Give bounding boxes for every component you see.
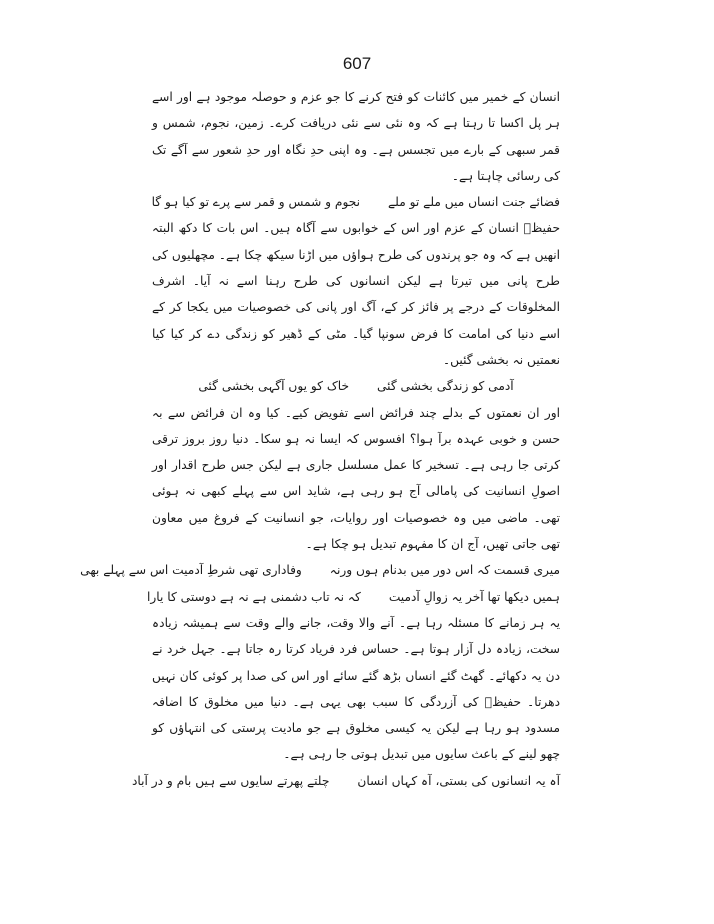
verse-5-line-2: چلتے پھرتے سایوں سے ہیں بام و در آباد [131,773,330,788]
verse-5 [131,768,560,794]
verse-2-line-1: آدمی کو زندگی بخشی گئی [377,379,514,394]
page-number: 607 [342,54,372,73]
verse-3-line-2: وفاداری تھی شرطِ آدمیت اس سے پہلے بھی [80,563,302,578]
verse-1 [152,189,560,215]
verse-2 [152,373,560,399]
paragraph-2: حفیظؔ انسان کے عزم اور اس کے خوابوں سے آگاہ ہیں۔ اس بات کا دکھ البتہ انھیں ہے کہ وہ جو پرندوں کی طرح ہواؤں میں اڑنا سیکھ چکا ہے۔ مچھلیوں کی طرح پانی میں تیرتا ہے لیکن انسانوں کی طرح رہنا اسے نہ آیا۔ اشرف المخلوقات کے درجے پر فائز کر کے، آگ اور پانی کی خصوصیات میں یکجا کر کے اسے دنیا کی امامت کا فرض سونپا گیا۔ مٹی کے ڈھیر کو زندگی دے کر کیا کیا نعمتیں نہ بخشی گئیں۔ [152,221,560,367]
verse-3-line-1: میری قسمت کہ اس دور میں بدنام ہوں ورنہ [329,563,560,578]
paragraph-3: اور ان نعمتوں کے بدلے چند فرائض اسے تفویض کیے۔ کیا وہ ان فرائض سے بہ حسن و خوبی عہدہ برآ ہوا؟ افسوس کہ ایسا نہ ہو سکا۔ دنیا روز بروز ترقی کرتی جا رہی ہے۔ تسخیر کا عمل مسلسل جاری ہے لیکن جس طرح اقدار اور اصولِ انسانیت کی پامالی آج ہو رہی ہے، شاید اس سے پہلے کبھی نہ ہوئی تھی۔ ماضی میں وہ خصوصیات اور روایات، جو انسانیت کے فروغ میں معاون تھی جاتی تھیں، آج ان کا مفہوم تبدیل ہو چکا ہے۔ [152,405,560,552]
verse-1-line-1: فضائے جنت انساں میں ملے تو ملے [388,195,560,210]
verse-3 [80,557,560,583]
verse-5-line-1: آہ یہ انسانوں کی بستی، آہ کہاں انسان [357,773,560,788]
verse-4-line-1: ہمیں دیکھا تھا آخر یہ زوالِ آدمیت [388,589,560,604]
paragraph-4: یہ ہر زمانے کا مسئلہ رہا ہے۔ آنے والا وقت، جانے والے وقت سے ہمیشہ زیادہ سخت، زیادہ دل آزار ہوتا ہے۔ حساس فرد فریاد کرتا رہ جاتا ہے۔ جہل خرد نے دن یہ دکھائے۔ گھٹ گئے انساں بڑھ گئے سائے اور اس کی صدا پر کوئی کان نہیں دھرتا۔ حفیظؔ کی آزردگی کا سبب بھی یہی ہے۔ دنیا میں مخلوق کا اضافہ مسدود ہو رہا ہے لیکن یہ کیسی مخلوق ہے جو مادیت پرستی کی انتہاؤں کو چھو لینے کے باعث سایوں میں تبدیل ہوتی جا رہی ہے۔ [152,615,560,762]
verse-1-line-2: نجوم و شمس و قمر سے پرے تو کیا ہو گا [151,195,361,210]
verse-4 [147,584,560,610]
verse-4-line-2: کہ نہ تاب دشمنی ہے نہ ہے دوستی کا یارا [147,589,361,604]
verse-2-line-2: خاک کو یوں آگہی بخشی گئی [198,379,350,394]
body-text [80,84,560,794]
paragraph-1: انسان کے خمیر میں کائنات کو فتح کرنے کا جو عزم و حوصلہ موجود ہے اور اسے ہر پل اکسا تا رہتا ہے کہ وہ نئی سے نئی دریافت کرے۔ زمین، نجوم، شمس و قمر سبھی کے بارے میں تجسس ہے۔ وہ اپنی حدِ نگاہ اور حدِ شعور سے آگے تک کی رسائی چاہتا ہے۔ [152,90,560,183]
